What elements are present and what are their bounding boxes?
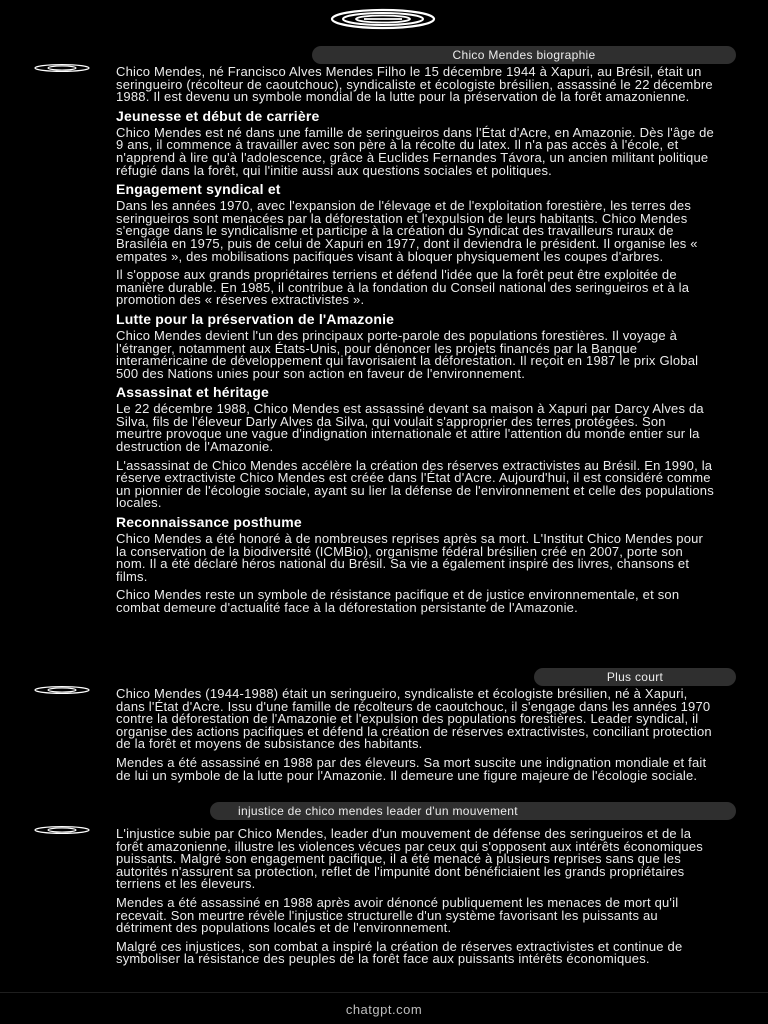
section-heading: Engagement syndical et bbox=[116, 181, 281, 198]
assistant-avatar-icon bbox=[34, 64, 90, 72]
footer-domain: chatgpt.com bbox=[345, 1002, 423, 1017]
response-paragraph: Chico Mendes (1944-1988) était un seringueiro, syndicaliste et écologiste brésilien, né à Xapuri, dans l'État d'Acre. Issu d'une famille de récolteurs de caoutchouc, il s'engage dans les années 1970 contre la déforestation de l'Amazonie et l'expulsion des populations forestières. Leader syndical, il organise des actions pacifiques et défend la création de réserves extractivistes, conciliant protection de la forêt et moyens de subsistance des habitants. bbox=[116, 686, 712, 752]
response-paragraph: Mendes a été assassiné en 1988 par des éleveurs. Sa mort suscite une indignation mondiale et fait de lui un symbole de la lutte pour l'Amazonie. Il demeure une figure majeure de l'écologie sociale. bbox=[116, 754, 707, 783]
response-paragraph: Il s'oppose aux grands propriétaires terriens et défend l'idée que la forêt peut être exploitée de manière durable. En 1985, il contribue à la fondation du Conseil national des seringueiros et à la promotion des « réserves extractivistes ». bbox=[116, 267, 690, 308]
response-paragraph: Chico Mendes est né dans une famille de seringueiros dans l'État d'Acre, en Amazonie. Dès l'âge de 9 ans, il commence à travailler avec son père à la récolte du latex. Il n'a pas accès à l'école, et n'apprend à lire qu'à l'adolescence, grâce à Euclides Fernandes Távora, un ancien militant politique réfugié dans la forêt, qui l'initie aussi aux questions sociales et politiques. bbox=[116, 124, 714, 178]
response-paragraph: Chico Mendes a été honoré à de nombreuses reprises après sa mort. L'Institut Chico Mendes pour la conservation de la biodiversité (ICMBio), organisme fédéral brésilien créé en 2007, porte son nom. Il a été déclaré héros national du Brésil. Sa vie a également inspiré des livres, chansons et films. bbox=[116, 531, 704, 584]
response-paragraph: Chico Mendes devient l'un des principaux porte-parole des populations forestières. Il voyage à l'étranger, notamment aux États-Unis, pour dénoncer les projets financés par la Banque interaméricaine de développement qui favorisaient la déforestation. Il reçoit en 1987 le prix Global 500 des Nations unies pour son action en faveur de l'environnement. bbox=[116, 327, 699, 381]
user-message-bubble bbox=[210, 802, 736, 820]
section-heading: Jeunesse et début de carrière bbox=[116, 107, 320, 124]
assistant-response bbox=[116, 828, 714, 972]
assistant-avatar-icon bbox=[34, 686, 90, 694]
response-paragraph: Mendes a été assassiné en 1988 après avoir dénoncé publiquement les menaces de mort qu'il recevait. Son meurtre révèle l'injustice structurelle d'un système favorisant les puissants au détriment des populations locales et de l'environnement. bbox=[116, 894, 679, 936]
assistant-avatar-icon bbox=[34, 826, 90, 834]
response-paragraph: L'injustice subie par Chico Mendes, leader d'un mouvement de défense des seringueiros et de la forêt amazonienne, illustre les violences vécues par ceux qui s'opposent aux intérêts économiques puissants. Malgré son engagement pacifique, il a été menacé à plusieurs reprises sans que les autorités n'assurent sa protection, reflet de l'impunité dont bénéficiaient les grands propriétaires terriens et les éleveurs. bbox=[116, 826, 703, 892]
openai-logo-icon bbox=[330, 8, 436, 30]
user-message-text: Chico Mendes biographie bbox=[452, 48, 596, 62]
footer-divider bbox=[0, 992, 768, 993]
response-paragraph: L'assassinat de Chico Mendes accélère la création des réserves extractivistes au Brésil. En 1990, la réserve extractiviste Chico Mendes est créée dans l'État d'Acre. Aujourd'hui, il est considéré comme un pionnier de l'écologie sociale, ayant su lier la défense de l'environnement et celle des populations locales. bbox=[116, 457, 714, 511]
user-message-bubble bbox=[312, 46, 736, 64]
user-message-bubble bbox=[534, 668, 736, 686]
response-paragraph: Chico Mendes, né Francisco Alves Mendes Filho le 15 décembre 1944 à Xapuri, au Brésil, était un seringueiro (récolteur de caoutchouc), syndicaliste et écologiste brésilien, assassiné le 22 décembre 1988. Il est devenu un symbole mondial de la lutte pour la préservation de la forêt amazonienne. bbox=[116, 64, 713, 105]
response-paragraph: Dans les années 1970, avec l'expansion de l'élevage et de l'exploitation forestière, les terres des seringueiros sont menacées par la déforestation et l'expulsion de leurs habitants. Chico Mendes s'engage dans le syndicalisme et participe à la création du Syndicat des travailleurs ruraux de Brasiléia en 1975, puis de celui de Xapuri en 1977, dont il deviendra le président. Il organise les « empates », des mobilisations pacifiques visant à bloquer physiquement les coupes d'arbres. bbox=[116, 198, 698, 264]
response-paragraph: Malgré ces injustices, son combat a inspiré la création de réserves extractivistes et continue de symboliser la résistance des peuples de la forêt face aux puissants intérêts économiques. bbox=[116, 938, 683, 967]
response-paragraph: Le 22 décembre 1988, Chico Mendes est assassiné devant sa maison à Xapuri par Darcy Alves da Silva, fils de l'éleveur Darly Alves da Silva, qui voulait s'approprier des terres protégées. Son meurtre provoque une vague d'indignation internationale et attire l'attention du monde entier sur la destruction de l'Amazonie. bbox=[116, 401, 704, 455]
assistant-response bbox=[116, 66, 714, 621]
section-heading: Lutte pour la préservation de l'Amazonie bbox=[116, 310, 395, 327]
user-message-text: Plus court bbox=[606, 670, 664, 684]
section-heading: Assassinat et héritage bbox=[116, 384, 270, 401]
assistant-response bbox=[116, 688, 714, 788]
user-message-text: injustice de chico mendes leader d'un mouvement bbox=[238, 804, 518, 818]
response-paragraph: Chico Mendes reste un symbole de résistance pacifique et de justice environnementale, et son combat demeure d'actualité face à la déforestation persistante de l'Amazonie. bbox=[116, 587, 680, 615]
section-heading: Reconnaissance posthume bbox=[116, 514, 302, 531]
